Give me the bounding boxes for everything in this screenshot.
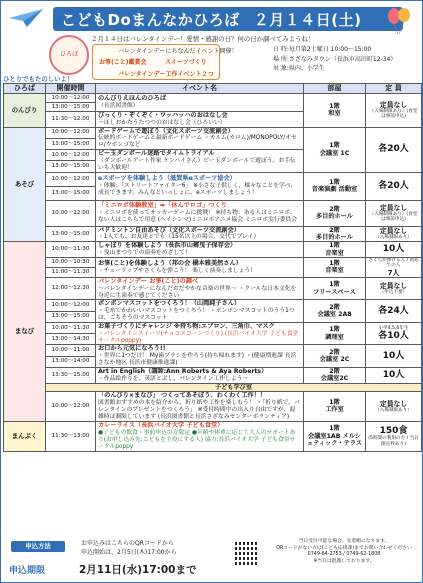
room-cell [304, 200, 366, 226]
time-cell: 12:00～12:30 [46, 277, 96, 299]
time-cell: 11:30～13:00 [46, 421, 96, 451]
table-header-row [4, 84, 422, 94]
table-row [4, 300, 422, 311]
capacity-cell [366, 367, 422, 383]
info-date: 日 時:毎月第2土曜日 10:00～15:00 [273, 46, 372, 53]
event-item-sweets: スイーツづくり [165, 59, 207, 66]
event-title: Art in English（講師:Ann Roberts & Aya Roberts） [98, 367, 268, 375]
event-title: 「のんびり×まなび」 つくってあそぼう、わくわく工作！！ [98, 392, 267, 400]
time-cell: 13:00～15:00 [46, 226, 96, 242]
area-cell: まんぷく [4, 421, 46, 451]
apply-text-qr: お申込みはこちらのQRコードから [81, 540, 174, 547]
time-cell: 10:00～12:00 [46, 127, 96, 138]
time-cell: 10:00～12:00 [46, 94, 96, 103]
room-name: 調理室 [325, 333, 344, 341]
table-row [4, 94, 422, 103]
room-floor: 2階 [329, 226, 340, 234]
area-cell: のんびり [4, 94, 46, 128]
page-title [61, 9, 361, 30]
table-row [4, 127, 422, 138]
table-row [4, 421, 422, 451]
title-date: ２月１４日(土) [253, 11, 362, 29]
room-cell [304, 421, 366, 451]
capacity-value: 各24人 [378, 305, 409, 316]
capacity-note: （申込不要） [379, 289, 408, 295]
event-title: ビー玉ダンボール迷路でタイムトライアル [98, 150, 215, 158]
event-detail: ・チューリップやさくらを弾こう！ 楽しく演奏しましょう！ [98, 267, 256, 274]
apply-method-text [81, 539, 177, 557]
capacity-cell [366, 391, 422, 421]
event-cell [96, 172, 304, 200]
capacity-cell [366, 421, 422, 451]
event-title: ポンポンマスコットをつくろう！（山岡純子さん） [98, 300, 241, 308]
table-row [4, 226, 422, 242]
time-cell: 10:00～12:00 [46, 150, 96, 161]
capacity-note: （入場制限あり）(食堂は事前申込) [369, 211, 418, 223]
col-header-event: イベント名 [96, 84, 304, 94]
deadline-value: 2月11日(水)17:00まで [79, 564, 197, 576]
event-detail: ・体験：「ストリートファイター6」 ※小さな子供しく、様々なことを学べ、成長できます。みんなといっしょに、eスポーツしましょう！ [98, 183, 297, 197]
capacity-value: 定員なし [379, 203, 408, 212]
time-cell: 13:00～15:00 [46, 186, 96, 200]
event-detail: ・毛糸でかわいいマスコットをつくろう！ ・ポンポンマスコットのうう1つは、ごちそうのマスコット [98, 308, 295, 322]
capacity-cell [366, 242, 422, 258]
time-cell: 10:00～11:30 [46, 322, 96, 333]
logo-text: ひろば [59, 50, 78, 58]
event-title: お菓子づくりにチャレンジ ※持ち物:エプロン、三角巾、マスク [98, 322, 275, 330]
event-cell [96, 277, 304, 299]
apply-text-start: 申込開始は、2月5日(木)17:00から [81, 549, 177, 556]
time-cell: 13:00～14:30 [46, 334, 96, 345]
room-floor: 1階 [329, 281, 340, 289]
event-cell [96, 94, 304, 112]
time-cell: 13:30～15:00 [46, 367, 96, 383]
section-label: 子ども学び室 [46, 383, 422, 391]
table-row [4, 391, 422, 421]
table-row [4, 367, 422, 383]
col-header-capacity: 定 員 [366, 84, 422, 94]
col-header-time: 開催時間 [46, 84, 96, 94]
table-row [4, 200, 422, 226]
capacity-note: （入場制限あり） [375, 235, 412, 241]
event-title: のんびりえほんのひろば [98, 95, 167, 103]
capacity-value: 各20人 [378, 180, 409, 191]
event-title: 「ミニロボ体験教室」➡「休んでロゴ」つくり [98, 202, 227, 210]
capacity-cell [366, 200, 422, 226]
table-row [4, 242, 422, 258]
room-cell [304, 242, 366, 258]
event-detail: （長浜図書館） [98, 103, 139, 109]
room-cell [304, 94, 366, 128]
capacity-cell [366, 300, 422, 322]
room-floor: 2階 [329, 205, 340, 213]
event-detail: 〜ほしおかたうたつつのおはなし会（ひろいい） [98, 119, 226, 126]
room-name: 会議室 2A8 [317, 311, 352, 319]
table-row [4, 277, 422, 299]
event-cell [96, 300, 304, 322]
event-title: びっくり・ぞくぞく・ワッハッハのおはなし会 [98, 112, 228, 119]
time-cell: 13:00～15:00 [46, 161, 96, 172]
schedule-table [3, 83, 422, 452]
room-name: 会議室1AB メルシェティック・テラス [306, 432, 362, 447]
room-cell [304, 226, 366, 242]
col-header-room: 部屋 [304, 84, 366, 94]
capacity-cell [366, 322, 422, 344]
time-cell: 10:00～11:00 [46, 345, 96, 356]
capacity-value: 定員なし [379, 399, 408, 408]
event-info [273, 45, 396, 74]
area-cell: まなび [4, 242, 46, 422]
event-item-koto: お箏(こと)鑑賞会 [99, 59, 147, 66]
event-cell [96, 391, 304, 421]
event-title: しゃぼり を体験しよう（長浜市山郷曳子保存会） [98, 242, 237, 250]
time-cell: 10:00～12:00 [46, 391, 96, 421]
note-line: QRコードがない方は(こども応援課)までお問い合わせください [276, 545, 412, 551]
room-cell [304, 257, 366, 277]
capacity-cell [366, 345, 422, 367]
time-cell: 10:00～10:30 [46, 257, 96, 267]
room-cell [304, 367, 366, 383]
time-cell: 13:00～15:00 [46, 103, 96, 112]
room-name: 多目的ホール [315, 213, 353, 221]
event-detail: 〜バレンタインデーになんだおだやかな音楽の世界〜 ・クールな日本文化を身近に生演奏で感じてください [98, 285, 297, 299]
event-detail: ・1人でも、お友達とでも（15名以上の場合、交代でプレイ） [98, 234, 260, 241]
col-header-area: ひろば [4, 84, 46, 94]
room-floor: 2階 [329, 303, 340, 311]
event-cell [96, 200, 304, 226]
capacity-cell [366, 94, 422, 128]
room-cell [304, 345, 366, 367]
capacity-cell [366, 226, 422, 242]
event-detail: 図書館おすすめの本を紹介から、折り紙や工作を楽しもう！ ・「折り紙で、バレンタインのプレゼントをつくろう」 ※受付時間中の出入り自由ですが、混雑時は制限しています (長浜図書館と長浜さざなみセンターボランティア) [98, 400, 300, 420]
capacity-cell [366, 277, 422, 299]
note-line: ※当日は混雑しております。 [313, 558, 375, 564]
room-floor: 1階 [329, 142, 340, 150]
room-floor: 1階 [329, 399, 340, 407]
capacity-value: 各10人 [378, 331, 409, 342]
note-line: 当日受付可能な場合。先着順になります。 [298, 539, 390, 544]
room-name: 音楽室 [325, 249, 344, 257]
capacity-note: さくらが弾ける人 / 初めての人 [368, 258, 419, 269]
event-cell [96, 257, 304, 277]
room-cell [304, 391, 366, 421]
capacity-cell [366, 257, 422, 277]
event-cell [96, 226, 304, 242]
time-cell: 10:00～12:00 [46, 200, 96, 226]
room-floor: 1階 [329, 242, 340, 250]
capacity-value: 各20人 [378, 144, 409, 155]
event-detail: ●子どもの飲食・事前申込の方限定 ●年齢や体重に応じて大人のサポートあり(お申し込み先:こどもを主役にする人) 協力:長浜バイオ大学 子ども食堂サークルpoppy [98, 430, 296, 450]
capacity-cell [366, 172, 422, 200]
capacity-note: （入場制限あり）(食堂は事前申込) [369, 108, 418, 120]
room-floor: 1階 [329, 326, 340, 334]
time-cell: 13:00～15:00 [46, 311, 96, 322]
event-item-craft: バレンタインデー工作イベント２つ [118, 71, 214, 78]
event-title: eスポーツを体験しよう（滋賀県eスポーツ協会） [98, 175, 236, 183]
event-detail: 伝統的ボードゲームと最新ボードゲーム ・カルム(カロム)/MONOPOLY/オセロ/ウボンゴなど [98, 135, 297, 149]
table-row [4, 172, 422, 186]
table-row [4, 345, 422, 356]
apply-method-label: 申込方法 [11, 541, 65, 552]
note-line: 0749-64-2753 / 0749-62-1808 [307, 552, 381, 558]
room-floor: 2階 [329, 367, 340, 375]
capacity-value: 150食 [379, 425, 408, 436]
room-name: 多目的ホール [315, 233, 353, 241]
event-cell [96, 421, 304, 451]
event-detail: ・ミニロボを使ってサッカーゲームに挑戦！ ※持ち物：ある人はミニロボ、ない人はこちらで用意 (ヘイシンマ)ミニロボアニメ協会 ミニロボ実行委員会 [98, 210, 298, 224]
subtitle: ２月１４日はバレンタインデー！愛情・感謝の日？何の日か調べてみようね！ [91, 35, 315, 43]
capacity-value: 定員なし [379, 100, 408, 109]
room-floor: 1階 [329, 178, 340, 186]
info-target: 対 象:県内、小学生 [273, 65, 325, 72]
capacity-note: 小学4,5,6年生 [378, 325, 409, 331]
capacity-note: （入場制限あり） [375, 407, 412, 413]
time-cell: 11:30～12:00 [46, 112, 96, 128]
footer-note [269, 539, 419, 565]
room-name: 会議室 2C [319, 356, 350, 364]
room-floor: 1階 [329, 260, 340, 268]
time-cell: 13:00～14:00 [46, 356, 96, 367]
table-row [4, 257, 422, 267]
capacity-value: 10人 [382, 244, 405, 255]
time-cell: 10:00～12:00 [46, 300, 96, 311]
capacity-note: (5時間の利用の方 / 当日限定枠あり) [368, 436, 419, 447]
event-title: バドミントン自由あそび（文化スポーツ交流創会） [98, 226, 240, 234]
room-cell [304, 322, 366, 344]
footer [3, 539, 421, 582]
paper-plane-icon [9, 9, 43, 27]
room-name: フリースペース [313, 288, 356, 296]
event-detail: ・世界に1つだけ！ My歯ブラシを作ろう(持ち帰れます) ・(健康増進課 長浜さなか地区 長浜市健康推進課) [98, 353, 297, 367]
greeting: ひとりでもたのしいよ！ [3, 75, 74, 83]
capacity-value: 10人 [382, 369, 405, 380]
event-cell [96, 242, 304, 258]
event-cell [96, 322, 304, 344]
time-cell: 10:00～11:30 [46, 242, 96, 258]
section-row [4, 383, 422, 391]
room-name: 会議室 1C [319, 149, 350, 157]
room-floor: 1階 [329, 425, 340, 433]
event-detail: ・バレンタインスイーツ(チョコスコーンづくり) (長浜バイオ大学 子ども食堂サークルpoppy) [98, 330, 299, 344]
info-place: 場 所:さざなみタウン（長浜市高田町12-34） [273, 55, 397, 63]
event-cell [96, 367, 304, 383]
time-cell: 11:00～11:30 [46, 267, 96, 277]
event-title: カレーライス（長浜バイオ大学 子ども食堂） [98, 422, 224, 430]
event-box-title: バレンタインデーにちなんだイベント開催！ [118, 48, 238, 55]
event-cell [96, 112, 304, 128]
event-title: お箏(こと)を体験しよう（邦の会 橋本雅美然さん） [98, 260, 242, 268]
time-cell: 13:00～15:00 [46, 138, 96, 149]
capacity-value: 定員なし [379, 227, 408, 236]
event-title: バレンタインデー お箏(こと)の調べ [98, 277, 199, 285]
room-name: 和室 [328, 110, 341, 118]
event-detail: ・作品絵作りを、英語とぷし、バレンタイン工作しよう～ [98, 375, 249, 382]
room-cell [304, 172, 366, 200]
room-name: 音楽演劇 活動室 [311, 186, 358, 194]
capacity-value: 7人 [387, 268, 400, 277]
capacity-value: 定員なし [379, 281, 408, 290]
event-title: ボードゲームで遊ぼう（文化スポーツ交流創会） [98, 127, 234, 135]
event-highlight-box [92, 44, 238, 80]
logo [49, 35, 89, 75]
room-cell [304, 127, 366, 172]
event-cell [96, 345, 304, 367]
room-name: 音楽室 [325, 267, 344, 275]
event-cell [96, 150, 304, 172]
capacity-value: 10人 [382, 350, 405, 361]
capacity-cell [366, 127, 422, 172]
table-row [4, 322, 422, 333]
room-cell [304, 277, 366, 299]
event-detail: （ダンボールアート作家 ケンパイさん）ビー玉ダンボールで遊ぼう。お手伝いも大歓迎！ [98, 157, 296, 171]
title-name: こどもDoまんなかひろば [61, 11, 240, 29]
room-name: 工作室 [325, 406, 344, 414]
deadline-label: 申込期限 [9, 566, 46, 576]
room-cell [304, 300, 366, 322]
time-cell: 10:00～12:00 [46, 172, 96, 186]
room-floor: 1階 [329, 103, 340, 111]
area-cell: あそび [4, 127, 46, 242]
event-title: お口から元気になろう!! [98, 345, 166, 353]
qr-code-overlay [235, 541, 259, 565]
event-detail: ・曳山まつりでの演奏をめざして！ [98, 250, 191, 257]
room-floor: 2階 [329, 348, 340, 356]
event-cell [96, 127, 304, 149]
room-name: 会議室2C [320, 375, 349, 383]
balloon-icon [384, 7, 414, 35]
